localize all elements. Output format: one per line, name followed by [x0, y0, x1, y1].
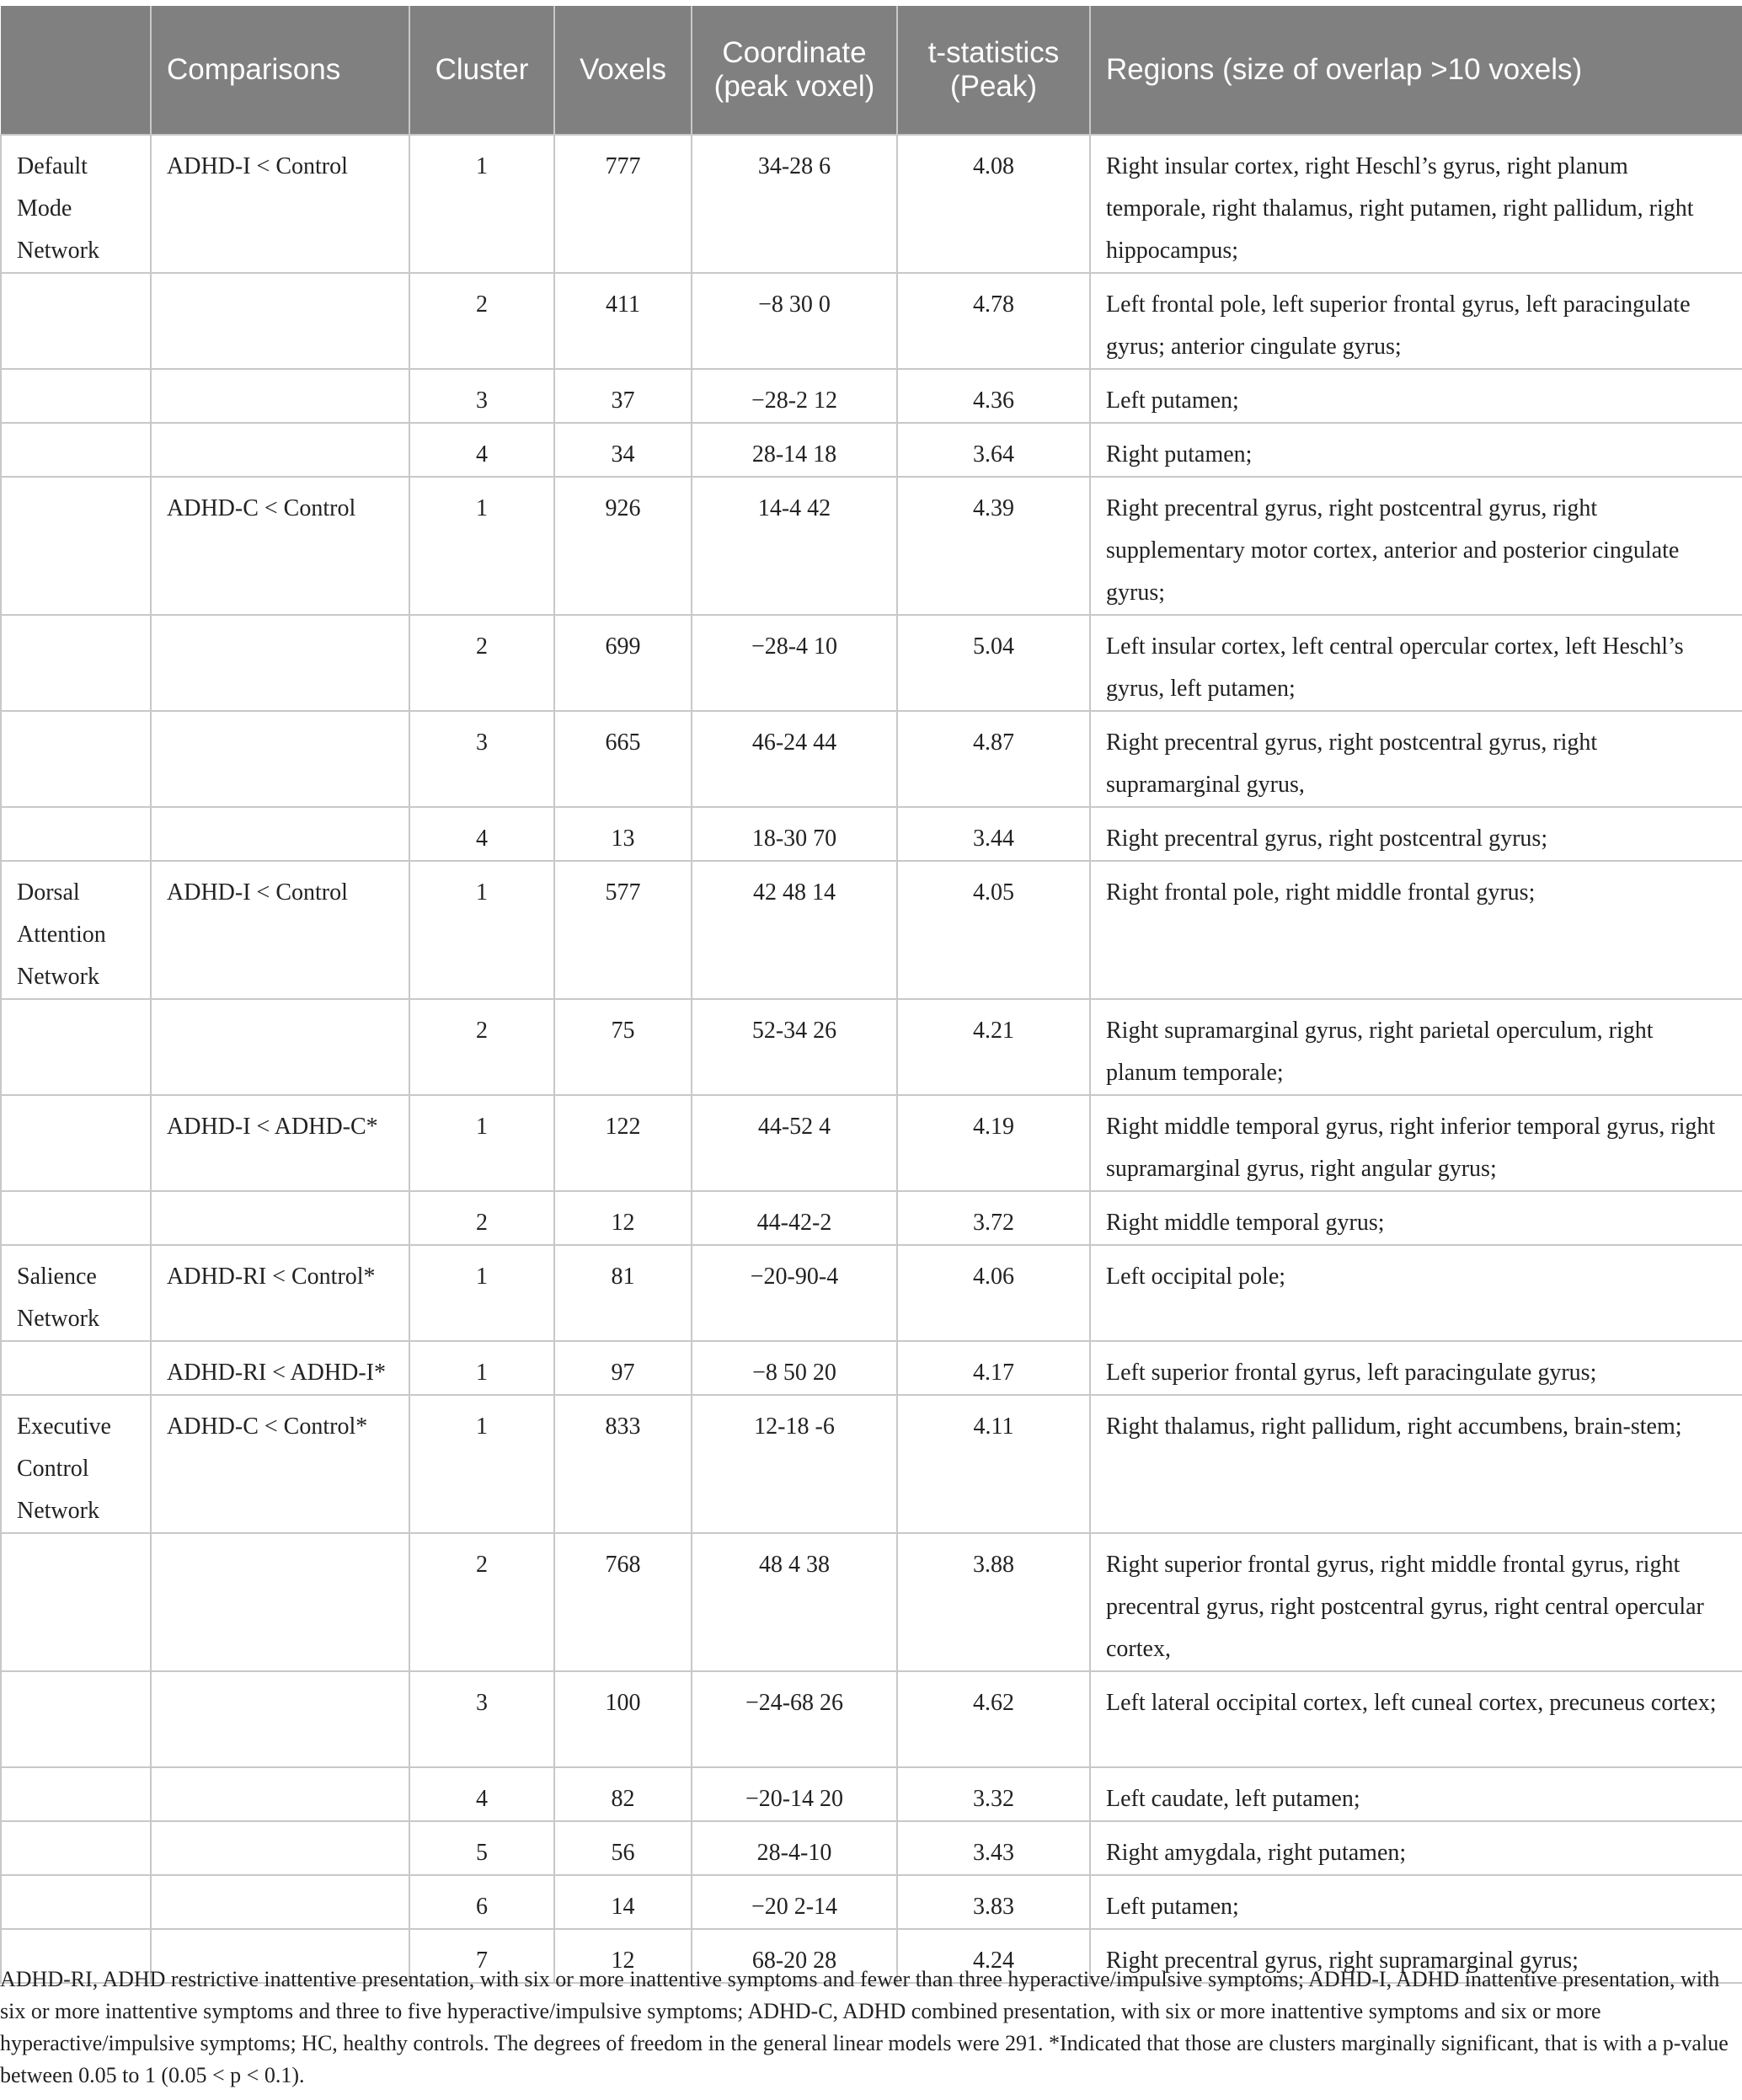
network-cell [1, 1767, 151, 1821]
voxels-cell: 14 [554, 1875, 692, 1929]
cluster-cell: 1 [409, 135, 554, 273]
voxels-cell: 13 [554, 807, 692, 861]
t-statistic-cell: 4.05 [897, 861, 1090, 999]
coordinate-cell: 12-18 -6 [692, 1395, 897, 1533]
t-statistic-cell: 3.72 [897, 1191, 1090, 1245]
voxels-cell: 122 [554, 1095, 692, 1191]
table-row [1, 477, 1742, 615]
results-table-container [0, 6, 1742, 1984]
coordinate-cell: 34-28 6 [692, 135, 897, 273]
table-row [1, 1875, 1742, 1929]
comparison-cell [151, 615, 409, 711]
coordinate-cell: −28-4 10 [692, 615, 897, 711]
t-statistic-cell: 4.36 [897, 369, 1090, 423]
comparison-cell: ADHD-I < Control [151, 135, 409, 273]
table-row [1, 135, 1742, 273]
regions-cell: Left lateral occipital cortex, left cuneal cortex, precuneus cortex; [1090, 1671, 1742, 1767]
network-cell: Salience Network [1, 1245, 151, 1341]
t-statistic-cell: 4.24 [897, 1929, 1090, 1983]
t-statistic-cell: 4.21 [897, 999, 1090, 1095]
voxels-cell: 833 [554, 1395, 692, 1533]
t-statistic-cell: 3.83 [897, 1875, 1090, 1929]
coordinate-cell: 42 48 14 [692, 861, 897, 999]
comparison-cell: ADHD-C < Control* [151, 1395, 409, 1533]
table-row [1, 1341, 1742, 1395]
coordinate-cell: 52-34 26 [692, 999, 897, 1095]
table-row [1, 1095, 1742, 1191]
voxels-cell: 82 [554, 1767, 692, 1821]
t-statistic-cell: 4.62 [897, 1671, 1090, 1767]
comparison-cell [151, 807, 409, 861]
regions-cell: Right middle temporal gyrus; [1090, 1191, 1742, 1245]
comparison-cell [151, 999, 409, 1095]
table-row [1, 807, 1742, 861]
network-cell [1, 999, 151, 1095]
regions-cell: Right precentral gyrus, right postcentral gyrus, right supramarginal gyrus, [1090, 711, 1742, 807]
cluster-cell: 5 [409, 1821, 554, 1875]
regions-cell: Right precentral gyrus, right postcentral gyrus; [1090, 807, 1742, 861]
table-row [1, 1191, 1742, 1245]
cluster-cell: 1 [409, 1245, 554, 1341]
regions-cell: Right frontal pole, right middle frontal gyrus; [1090, 861, 1742, 999]
coordinate-cell: 68-20 28 [692, 1929, 897, 1983]
cluster-cell: 1 [409, 1341, 554, 1395]
regions-cell: Left putamen; [1090, 369, 1742, 423]
comparison-cell [151, 1875, 409, 1929]
network-cell [1, 1191, 151, 1245]
cluster-cell: 1 [409, 861, 554, 999]
network-cell [1, 477, 151, 615]
comparison-cell [151, 423, 409, 477]
results-table [0, 6, 1742, 1984]
regions-cell: Right amygdala, right putamen; [1090, 1821, 1742, 1875]
cluster-cell: 3 [409, 711, 554, 807]
network-cell [1, 1671, 151, 1767]
voxels-cell: 768 [554, 1533, 692, 1671]
voxels-cell: 56 [554, 1821, 692, 1875]
header-regions: Regions (size of overlap >10 voxels) [1090, 6, 1742, 135]
header-network [1, 6, 151, 135]
t-statistic-cell: 3.88 [897, 1533, 1090, 1671]
cluster-cell: 1 [409, 477, 554, 615]
table-row [1, 711, 1742, 807]
cluster-cell: 2 [409, 1533, 554, 1671]
cluster-cell: 2 [409, 1191, 554, 1245]
voxels-cell: 34 [554, 423, 692, 477]
comparison-cell [151, 711, 409, 807]
table-row [1, 1671, 1742, 1767]
coordinate-cell: 46-24 44 [692, 711, 897, 807]
t-statistic-cell: 4.19 [897, 1095, 1090, 1191]
t-statistic-cell: 3.64 [897, 423, 1090, 477]
cluster-cell: 3 [409, 1671, 554, 1767]
network-cell [1, 1095, 151, 1191]
comparison-cell: ADHD-C < Control [151, 477, 409, 615]
t-statistic-cell: 4.11 [897, 1395, 1090, 1533]
coordinate-cell: −20-14 20 [692, 1767, 897, 1821]
comparison-cell [151, 1533, 409, 1671]
table-row [1, 615, 1742, 711]
comparison-cell [151, 273, 409, 369]
coordinate-cell: −28-2 12 [692, 369, 897, 423]
header-voxels: Voxels [554, 6, 692, 135]
coordinate-cell: 44-42-2 [692, 1191, 897, 1245]
table-row [1, 1821, 1742, 1875]
voxels-cell: 699 [554, 615, 692, 711]
t-statistic-cell: 4.08 [897, 135, 1090, 273]
regions-cell: Right middle temporal gyrus, right inferior temporal gyrus, right supramarginal gyrus, right angular gyrus; [1090, 1095, 1742, 1191]
regions-cell: Right thalamus, right pallidum, right accumbens, brain-stem; [1090, 1395, 1742, 1533]
cluster-cell: 1 [409, 1395, 554, 1533]
cluster-cell: 3 [409, 369, 554, 423]
comparison-cell [151, 1191, 409, 1245]
coordinate-cell: 18-30 70 [692, 807, 897, 861]
table-footnote: ADHD-RI, ADHD restrictive inattentive presentation, with six or more inattentive symptoms and fewer than three hyperactive/impulsive symptoms; ADHD-I, ADHD inattentive presentation, with six or more inattentive symptoms and three to five hyperactive/impulsive symptoms; ADHD-C, ADHD combined presentation, with six or more inattentive symptoms and six or more hyperactive/impulsive symptoms; HC, healthy controls. The degrees of freedom in the general linear models were 291. *Indicated that those are clusters marginally significant, that is with a p-value between 0.05 to 1 (0.05 < p < 0.1). [0, 1967, 1729, 2087]
comparison-cell: ADHD-I < ADHD-C* [151, 1095, 409, 1191]
t-statistic-cell: 4.87 [897, 711, 1090, 807]
table-row [1, 999, 1742, 1095]
comparison-cell [151, 1671, 409, 1767]
t-statistic-cell: 4.17 [897, 1341, 1090, 1395]
regions-cell: Left superior frontal gyrus, left paracingulate gyrus; [1090, 1341, 1742, 1395]
header-coordinate: Coordinate (peak voxel) [692, 6, 897, 135]
t-statistic-cell: 3.43 [897, 1821, 1090, 1875]
coordinate-cell: 28-14 18 [692, 423, 897, 477]
network-cell [1, 1875, 151, 1929]
header-row [1, 6, 1742, 135]
coordinate-cell: −24-68 26 [692, 1671, 897, 1767]
voxels-cell: 97 [554, 1341, 692, 1395]
network-cell [1, 615, 151, 711]
voxels-cell: 100 [554, 1671, 692, 1767]
coordinate-cell: 48 4 38 [692, 1533, 897, 1671]
cluster-cell: 4 [409, 423, 554, 477]
t-statistic-cell: 4.06 [897, 1245, 1090, 1341]
table-row [1, 423, 1742, 477]
network-cell [1, 807, 151, 861]
t-statistic-cell: 4.78 [897, 273, 1090, 369]
voxels-cell: 12 [554, 1191, 692, 1245]
voxels-cell: 37 [554, 369, 692, 423]
cluster-cell: 1 [409, 1095, 554, 1191]
voxels-cell: 926 [554, 477, 692, 615]
network-cell: Dorsal Attention Network [1, 861, 151, 999]
header-t-statistics: t-statistics (Peak) [897, 6, 1090, 135]
network-cell: Executive Control Network [1, 1395, 151, 1533]
network-cell [1, 1341, 151, 1395]
cluster-cell: 2 [409, 999, 554, 1095]
cluster-cell: 7 [409, 1929, 554, 1983]
coordinate-cell: −20-90-4 [692, 1245, 897, 1341]
network-cell [1, 273, 151, 369]
comparison-cell [151, 369, 409, 423]
network-cell [1, 711, 151, 807]
table-row [1, 1533, 1742, 1671]
regions-cell: Right precentral gyrus, right postcentral gyrus, right supplementary motor cortex, anterior and posterior cingulate gyrus; [1090, 477, 1742, 615]
regions-cell: Left occipital pole; [1090, 1245, 1742, 1341]
table-row [1, 1245, 1742, 1341]
voxels-cell: 577 [554, 861, 692, 999]
voxels-cell: 777 [554, 135, 692, 273]
t-statistic-cell: 5.04 [897, 615, 1090, 711]
voxels-cell: 81 [554, 1245, 692, 1341]
voxels-cell: 12 [554, 1929, 692, 1983]
table-row [1, 861, 1742, 999]
network-cell: Default Mode Network [1, 135, 151, 273]
header-cluster: Cluster [409, 6, 554, 135]
comparison-cell: ADHD-RI < ADHD-I* [151, 1341, 409, 1395]
regions-cell: Left caudate, left putamen; [1090, 1767, 1742, 1821]
regions-cell: Left putamen; [1090, 1875, 1742, 1929]
cluster-cell: 4 [409, 1767, 554, 1821]
cluster-cell: 2 [409, 615, 554, 711]
regions-cell: Left frontal pole, left superior frontal gyrus, left paracingulate gyrus; anterior cingulate gyrus; [1090, 273, 1742, 369]
table-row [1, 1395, 1742, 1533]
coordinate-cell: −20 2-14 [692, 1875, 897, 1929]
regions-cell: Right precentral gyrus, right supramarginal gyrus; [1090, 1929, 1742, 1983]
regions-cell: Right putamen; [1090, 423, 1742, 477]
network-cell [1, 423, 151, 477]
table-row [1, 369, 1742, 423]
comparison-cell [151, 1767, 409, 1821]
comparison-cell: ADHD-I < Control [151, 861, 409, 999]
coordinate-cell: 28-4-10 [692, 1821, 897, 1875]
network-cell [1, 369, 151, 423]
voxels-cell: 411 [554, 273, 692, 369]
voxels-cell: 75 [554, 999, 692, 1095]
regions-cell: Right insular cortex, right Heschl’s gyrus, right planum temporale, right thalamus, right putamen, right pallidum, right hippocampus; [1090, 135, 1742, 273]
coordinate-cell: 44-52 4 [692, 1095, 897, 1191]
coordinate-cell: −8 30 0 [692, 273, 897, 369]
coordinate-cell: −8 50 20 [692, 1341, 897, 1395]
cluster-cell: 4 [409, 807, 554, 861]
header-comparisons: Comparisons [151, 6, 409, 135]
regions-cell: Right supramarginal gyrus, right parietal operculum, right planum temporale; [1090, 999, 1742, 1095]
cluster-cell: 2 [409, 273, 554, 369]
voxels-cell: 665 [554, 711, 692, 807]
t-statistic-cell: 3.32 [897, 1767, 1090, 1821]
coordinate-cell: 14-4 42 [692, 477, 897, 615]
comparison-cell [151, 1821, 409, 1875]
network-cell [1, 1821, 151, 1875]
table-row [1, 1767, 1742, 1821]
regions-cell: Right superior frontal gyrus, right middle frontal gyrus, right precentral gyrus, right postcentral gyrus, right central opercular cortex, [1090, 1533, 1742, 1671]
cluster-cell: 6 [409, 1875, 554, 1929]
network-cell [1, 1533, 151, 1671]
comparison-cell: ADHD-RI < Control* [151, 1245, 409, 1341]
table-row [1, 273, 1742, 369]
regions-cell: Left insular cortex, left central opercular cortex, left Heschl’s gyrus, left putamen; [1090, 615, 1742, 711]
t-statistic-cell: 4.39 [897, 477, 1090, 615]
t-statistic-cell: 3.44 [897, 807, 1090, 861]
